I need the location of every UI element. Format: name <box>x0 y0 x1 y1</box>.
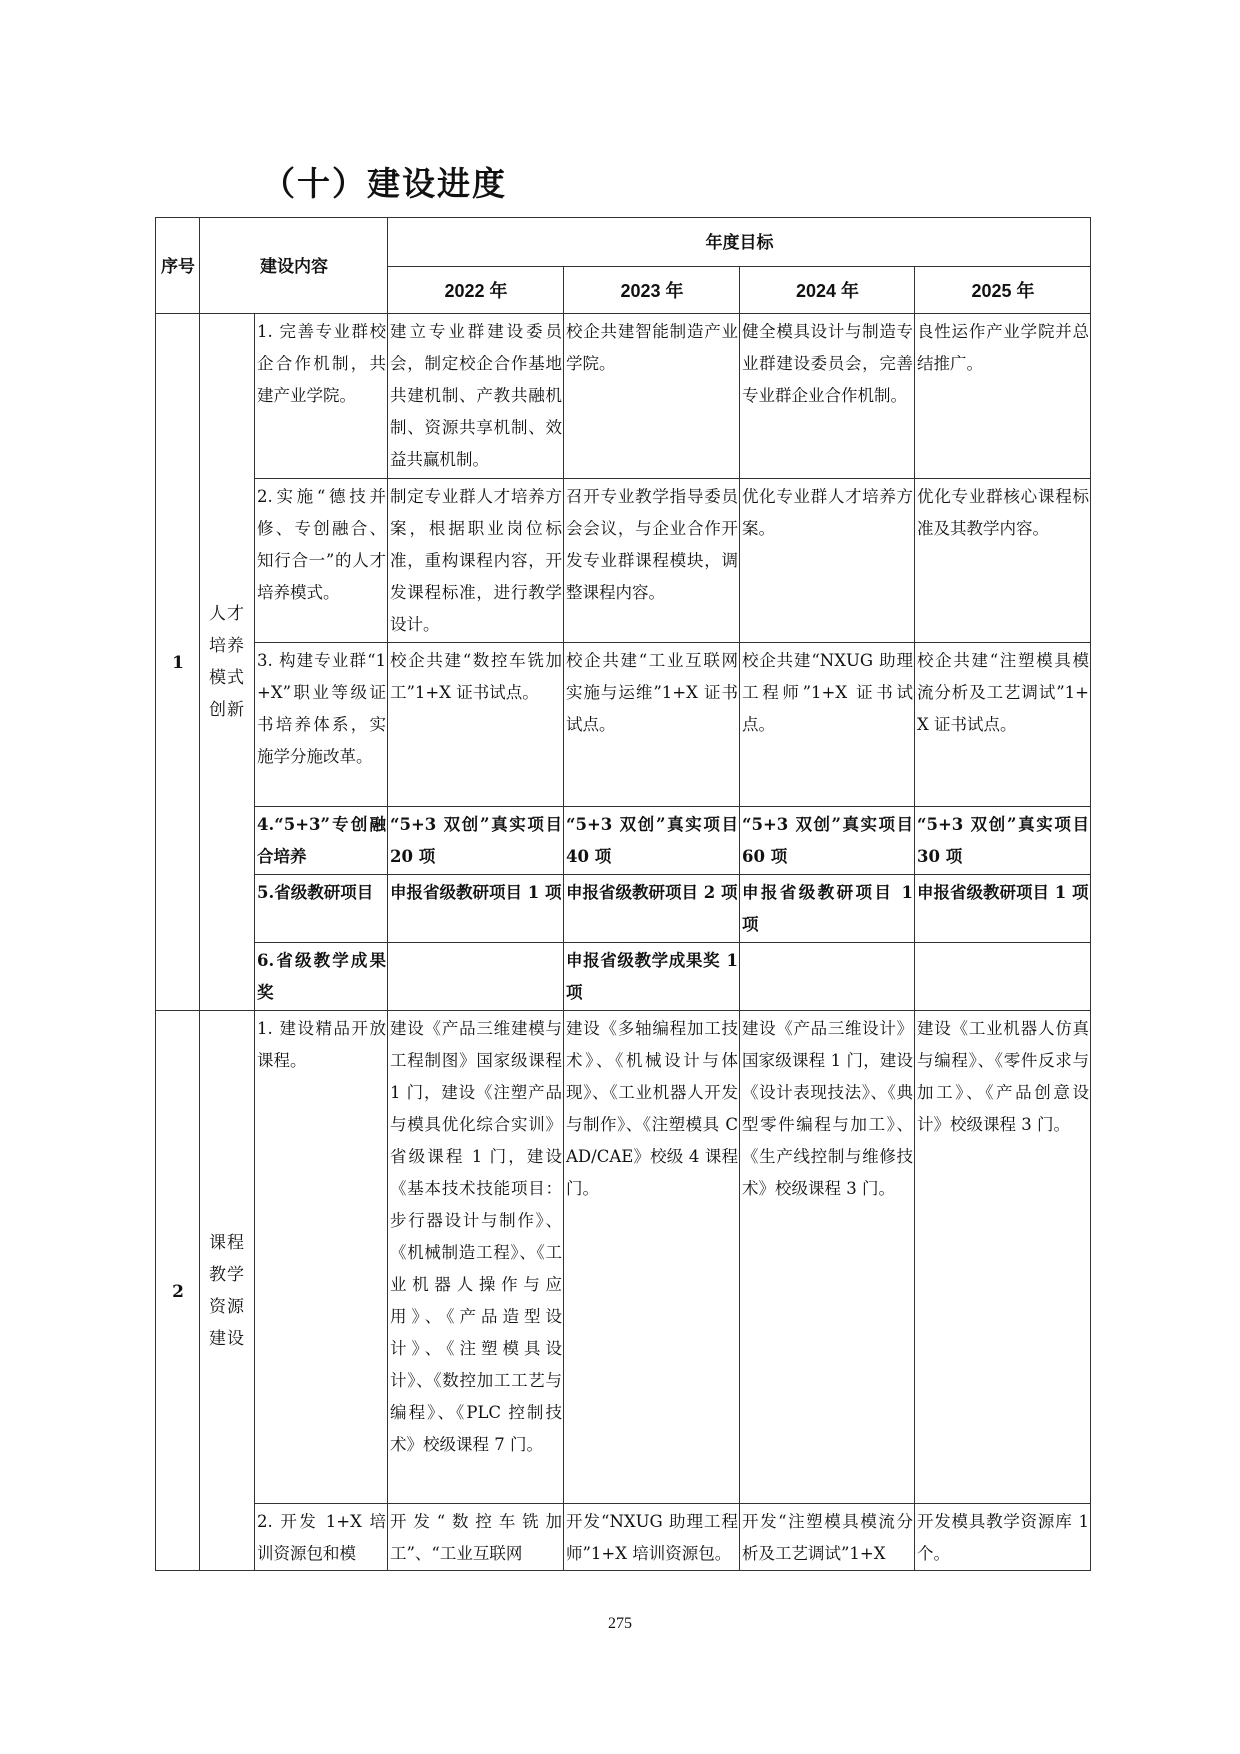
item-cell: 5.省级教研项目 <box>255 875 388 943</box>
header-year: 2023 年 <box>564 267 740 314</box>
table-row <box>156 943 1091 1011</box>
header-no: 序号 <box>156 218 200 314</box>
page-number: 275 <box>608 1615 632 1632</box>
goal-cell <box>740 943 915 1011</box>
table-row <box>156 1504 1091 1571</box>
table-row <box>156 314 1091 479</box>
goal-cell: 优化专业群人才培养方案。 <box>740 479 915 643</box>
table-row <box>156 643 1091 807</box>
goal-cell: 优化专业群核心课程标准及其教学内容。 <box>915 479 1091 643</box>
row-number: 2 <box>156 1011 200 1571</box>
goal-cell <box>915 943 1091 1011</box>
item-cell: 6.省级教学成果奖 <box>255 943 388 1011</box>
goal-cell: 建设《工业机器人仿真与编程》、《零件反求与加工》、《产品创意设计》校级课程 3 门。 <box>915 1011 1091 1504</box>
goal-cell: 建设《产品三维设计》国家级课程 1 门，建设《设计表现技法》、《典型零件编程与加工》、《生产线控制与维修技术》校级课程 3 门。 <box>740 1011 915 1504</box>
item-cell: 3. 构建专业群“1+X”职业等级证书培养体系，实施学分施改革。 <box>255 643 388 807</box>
goal-cell: 建立专业群建设委员会，制定校企合作基地共建机制、产教共融机制、资源共享机制、效益共赢机制。 <box>388 314 564 479</box>
section-title: （十）建设进度 <box>262 164 507 203</box>
goal-cell: 开发“数控车铣加工”、“工业互联网 <box>388 1504 564 1571</box>
category-label: 课程教学资源建设 <box>209 1232 245 1349</box>
goal-cell: 申报省级教学成果奖 1 项 <box>564 943 740 1011</box>
header-year: 2022 年 <box>388 267 564 314</box>
goal-cell: 召开专业教学指导委员会会议，与企业合作开发专业群课程模块，调整课程内容。 <box>564 479 740 643</box>
item-cell: 1. 完善专业群校企合作机制，共建产业学院。 <box>255 314 388 479</box>
goal-cell: 开发“NXUG 助理工程师”1+X 培训资源包。 <box>564 1504 740 1571</box>
item-cell: 1. 建设精品开放课程。 <box>255 1011 388 1504</box>
goal-cell: 申报省级教研项目 1 项 <box>388 875 564 943</box>
table-row <box>156 875 1091 943</box>
goal-cell: 校企共建“数控车铣加工”1+X 证书试点。 <box>388 643 564 807</box>
progress-table <box>155 217 1091 1571</box>
item-cell: 2.实施“德技并修、专创融合、知行合一”的人才培养模式。 <box>255 479 388 643</box>
goal-cell: 申报省级教研项目 1 项 <box>915 875 1091 943</box>
goal-cell: 开发模具教学资源库 1 个。 <box>915 1504 1091 1571</box>
item-cell: 4.“5+3”专创融合培养 <box>255 807 388 875</box>
category-cell <box>200 314 255 1011</box>
goal-cell: 良性运作产业学院并总结推广。 <box>915 314 1091 479</box>
goal-cell: 申报省级教研项目 1 项 <box>740 875 915 943</box>
item-cell: 2. 开发 1+X 培训资源包和模 <box>255 1504 388 1571</box>
row-number: 1 <box>156 314 200 1011</box>
category-label: 人才培养模式创新 <box>209 604 245 720</box>
table-row <box>156 479 1091 643</box>
goal-cell: 申报省级教研项目 2 项 <box>564 875 740 943</box>
goal-cell: 校企共建“注塑模具模流分析及工艺调试”1+X 证书试点。 <box>915 643 1091 807</box>
goal-cell: 建设《多轴编程加工技术》、《机械设计与体现》、《工业机器人开发与制作》、《注塑模具 CAD/CAE》校级 4 课程门。 <box>564 1011 740 1504</box>
table-row <box>156 1011 1091 1504</box>
category-cell <box>200 1011 255 1571</box>
header-content: 建设内容 <box>200 218 388 314</box>
goal-cell: “5+3 双创”真实项目 20 项 <box>388 807 564 875</box>
header-year: 2025 年 <box>915 267 1091 314</box>
goal-cell: 校企共建“NXUG 助理工程师”1+X 证书试点。 <box>740 643 915 807</box>
goal-cell: 建设《产品三维建模与工程制图》国家级课程 1 门，建设《注塑产品与模具优化综合实训》省级课程 1 门，建设《基本技术技能项目：步行器设计与制作》、《机械制造工程》、《工业机器人操作与应用》、《产品造型设计》、《注塑模具设计》、《数控加工工艺与编程》、《PLC 控制技术》校级课程 7 门。 <box>388 1011 564 1504</box>
goal-cell: “5+3 双创”真实项目 60 项 <box>740 807 915 875</box>
goal-cell: 校企共建“工业互联网实施与运维”1+X 证书试点。 <box>564 643 740 807</box>
goal-cell: 校企共建智能制造产业学院。 <box>564 314 740 479</box>
goal-cell: 健全模具设计与制造专业群建设委员会，完善专业群企业合作机制。 <box>740 314 915 479</box>
header-year: 2024 年 <box>740 267 915 314</box>
goal-cell: 制定专业群人才培养方案，根据职业岗位标准，重构课程内容，开发课程标准，进行教学设计。 <box>388 479 564 643</box>
goal-cell: “5+3 双创”真实项目 30 项 <box>915 807 1091 875</box>
goal-cell <box>388 943 564 1011</box>
header-annual-goal: 年度目标 <box>388 218 1091 267</box>
table-row <box>156 807 1091 875</box>
goal-cell: 开发“注塑模具模流分析及工艺调试”1+X <box>740 1504 915 1571</box>
goal-cell: “5+3 双创”真实项目 40 项 <box>564 807 740 875</box>
